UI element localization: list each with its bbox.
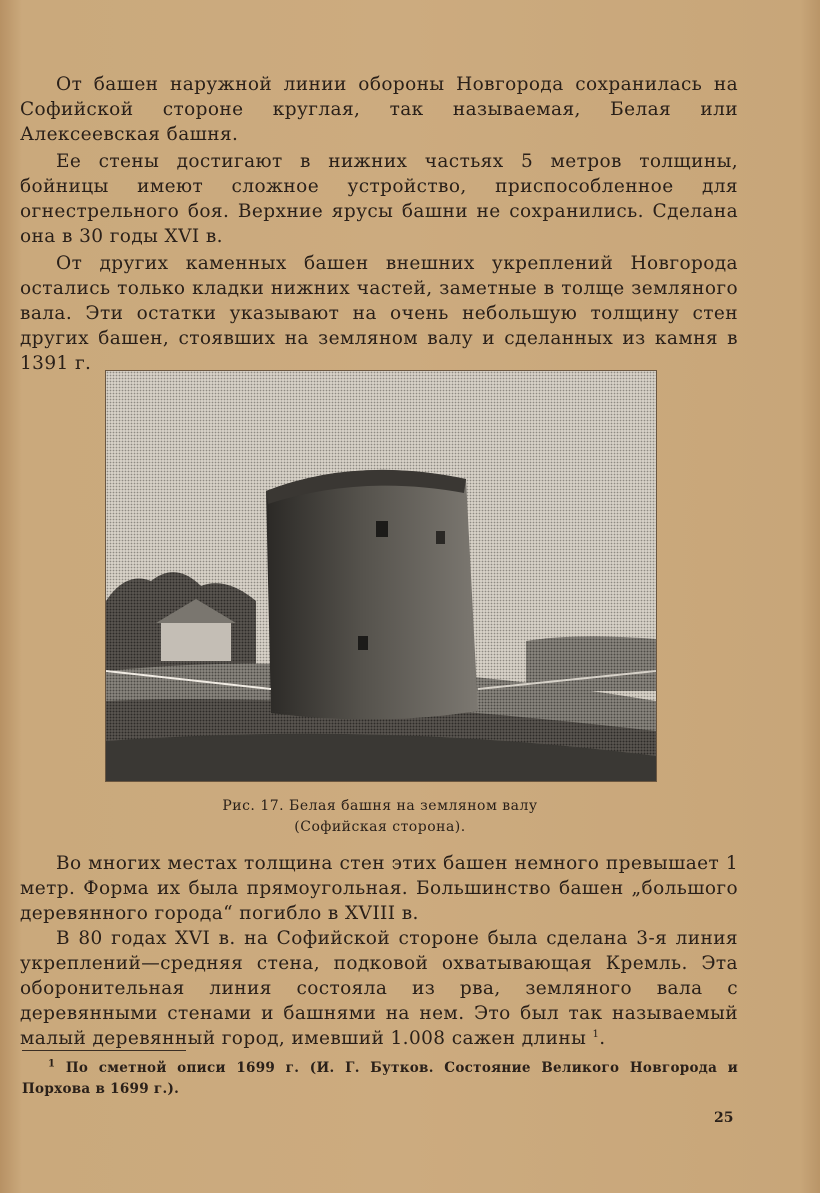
footnote-text: По сметной описи 1699 г. (И. Г. Бутков. Состояние Великого Новгорода и Порхова в 1699 г.). (22, 1060, 739, 1097)
paragraph: От башен наружной линии обороны Новгорода сохранилась на Софийской стороне круглая, так называемая, Белая или Алексеевская башня. (20, 74, 738, 145)
body-text-bottom (20, 851, 738, 1051)
paragraph: В 80 годах XVI в. на Софийской стороне была сделана 3-я линия укреплений—средняя стена, подковой охватывающая Кремль. Эта оборонительная линия состояла из рва, земляного вала с деревянными стенами и башнями на нем. Это был так называемый малый деревянный город, имевший 1.008 сажен длины $^1$. (20, 928, 738, 1049)
paragraph: От других каменных башен внешних укреплений Новгорода остались только кладки нижних частей, заметные в толще земляного вала. Эти остатки указывают на очень небольшую толщину стен других башен, стоявших на земляном валу и сделанных из камня в 1391 г. (20, 253, 738, 374)
paragraph: Ее стены достигают в нижних частьях 5 метров толщины, бойницы имеют сложное устройство, приспособленное для огнестрельного боя. Верхние ярусы башни не сохранились. Сделана она в 30 годы XVI в. (20, 151, 738, 247)
body-text-top (20, 72, 738, 376)
footnote-marker: 1 (48, 1058, 56, 1070)
caption-line: Рис. 17. Белая башня на земляном валу (222, 798, 538, 814)
figure-caption (190, 796, 570, 838)
footnote (22, 1058, 738, 1100)
footnote-reference: 1 (592, 1028, 600, 1040)
footnote-divider (22, 1050, 186, 1051)
paragraph: Во многих местах толщина стен этих башен немного превышает 1 метр. Форма их была прямоугольная. Большинство башен „большого деревянного города“ погибло в XVIII в. (20, 853, 738, 924)
tower-photograph (105, 370, 657, 782)
caption-line: (Софийская сторона). (294, 819, 466, 835)
paragraph-text: В 80 годах XVI в. на Софийской стороне была сделана 3-я линия укреплений—средняя стена, подковой охватывающая Кремль. Эта оборонительная линия состояла из рва, земляного вала с деревянными стенами и башнями на нем. Это был так называемый малый деревянный город, имевший 1.008 сажен длины (20, 928, 738, 1049)
page-number: 25 (714, 1110, 734, 1126)
